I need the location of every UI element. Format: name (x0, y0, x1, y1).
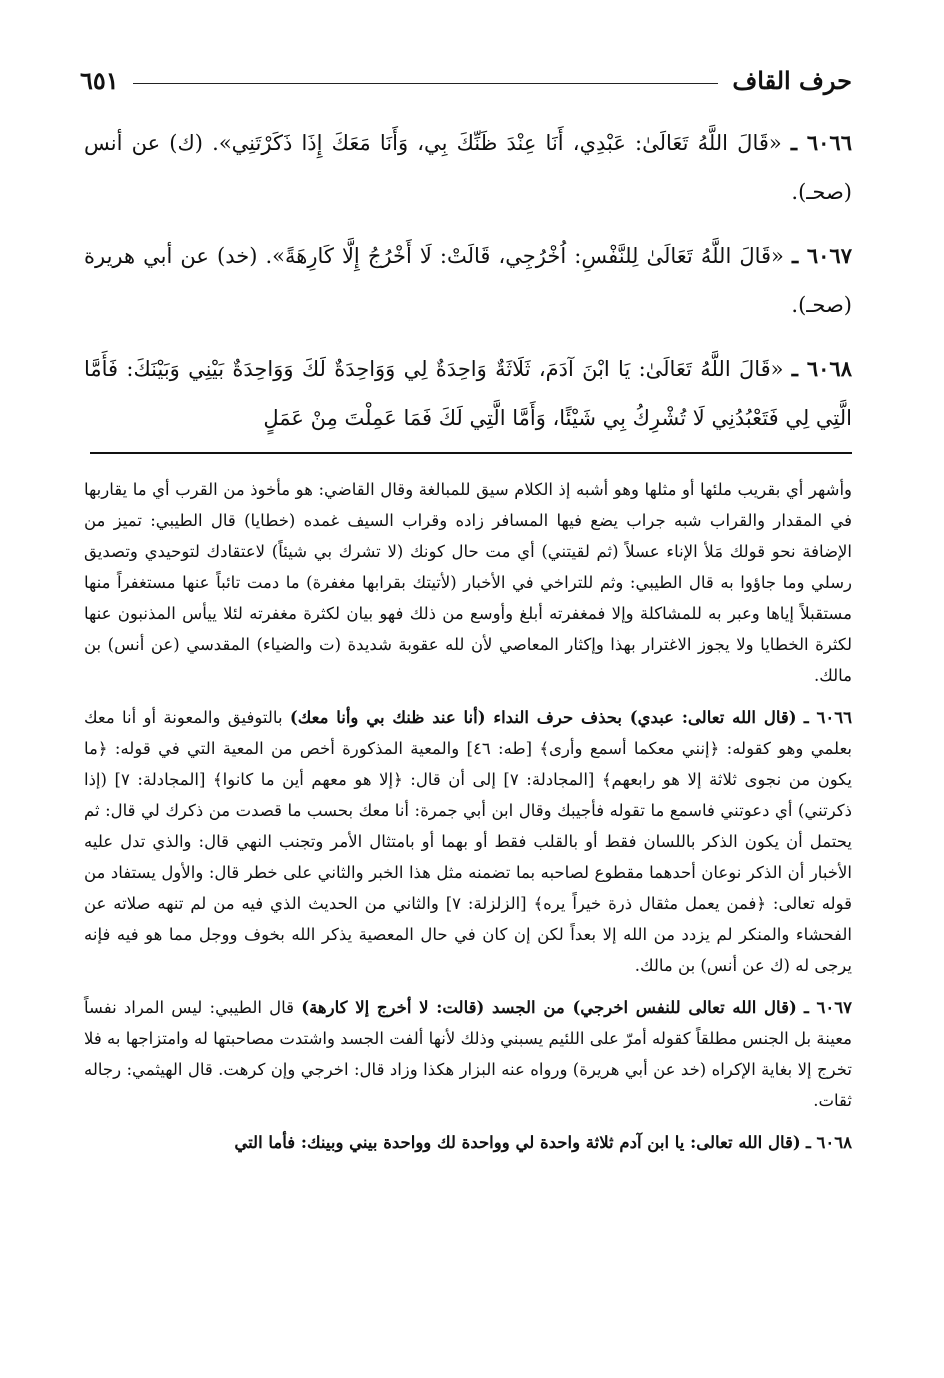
commentary-number: ٦٠٦٧ ـ (804, 998, 852, 1017)
hadith-6066 (84, 118, 852, 217)
running-header (80, 62, 852, 98)
hadith-number: ٦٠٦٦ ـ (790, 130, 852, 155)
commentary-number: ٦٠٦٨ ـ (805, 1133, 852, 1152)
hadith-6068 (84, 344, 852, 443)
commentary-intro: وأشهر أي بقريب ملئها أو مثلها وهو أشبه إذ الكلام سيق للمبالغة وقال القاضي: هو مأخوذ من القرب أي ما يقاربها في المقدار والقراب شبه جراب يضع فيها المسافر زاده وقراب السيف غمده (خطايا) قال الطيبي: تميز من الإضافة نحو قولك مَلأ الإناء عسلاً (ثم لقيتني) أي مت حال كونك (لا تشرك بي شيئاً) لاعتقادك لتوحيدي وتصديق رسلي وما جاؤوا به قال الطيبي: وثم للتراخي في الأخبار (لأتيتك بقرابها مغفرة) ما دمت تائباً عنها مستغفراً منها مستقبلاً إياها وعبر به للمشاكلة وإلا فمغفرته أبلغ وأوسع من ذلك فهو بيان لكثرة مغفرته لئلا ييأس المذنبون عنها لكثرة الخطايا ولا يجوز الاغترار بهذا وإكثار المعاصي لأن لله عقوبة شديدة (ت والضياء) المقدسي (عن أنس) بن مالك. (84, 480, 852, 685)
hadith-text: «قَالَ اللَّهُ تَعَالَىٰ لِلنَّفْسِ: اُخْرُجِي، قَالَتْ: لَا أَخْرُجُ إِلَّا كَارِهَةً». (خد) عن أبي هريرة (صحـ). (84, 244, 852, 317)
chapter-title: حرف القاف (732, 65, 852, 95)
commentary-number: ٦٠٦٦ ـ (803, 708, 852, 727)
page-number: ٦٥١ (80, 65, 119, 95)
commentary-lead: (قال الله تعالى: عبدي) بحذف حرف النداء (أنا عند ظنك بي وأنا معك) (289, 708, 797, 727)
hadith-text: «قَالَ اللَّهُ تَعَالَىٰ: يَا ابْنَ آدَمَ، ثَلَاثَةٌ وَاحِدَةٌ لِي وَوَاحِدَةٌ لَكَ وَوَاحِدَةٌ بَيْنِي وَبَيْنَكَ: فَأَمَّا الَّتِي لِي فَتَعْبُدُنِي لَا تُشْرِكُ بِي شَيْئًا، وَأَمَّا الَّتِي لَكَ فَمَا عَمِلْتَ مِنْ عَمَلٍ (84, 357, 852, 430)
header-rule (133, 83, 719, 84)
commentary-body: بالتوفيق والمعونة أو أنا معك بعلمي وهو كقوله: ﴿إنني معكما أسمع وأرى﴾ [طه: ٤٦] والمعية المذكورة أخص من المعية التي في قوله: ﴿ما يكون من نجوى ثلاثة إلا هو رابعهم﴾ [المجادلة: ٧] إلى أن قال: ﴿إلا هو معهم أين ما كانوا﴾ [المجادلة: ٧] (إذا ذكرتني) أي دعوتني فاسمع ما تقوله فأجيبك وقال ابن أبي جمرة: أنا معك بحسب ما قصدت من ذكرك لي قال: ثم يحتمل أن يكون الذكر باللسان فقط أو بالقلب فقط أو بهما أو بامتثال الأمر وتجنب النهي قال: والذي تدل عليه الأخبار أن الذكر نوعان أحدهما مقطوع لصاحبه بما تضمنه مثل هذا الخبر والثاني على خطر قال: والأول يستفاد من قوله تعالى: ﴿فمن يعمل مثقال ذرة خيراً يره﴾ [الزلزلة: ٧] والثاني من الحديث الذي فيه من لم تنهه صلاته عن الفحشاء والمنكر لم يزدد من الله إلا بعداً لكن إن كان في حال المعصية يذكر الله بخوف ووجل مما هو فيه فإنه يرجى له (ك عن أنس) بن مالك. (84, 708, 852, 975)
commentary-6067 (84, 992, 852, 1116)
commentary-body: قال الطيبي: ليس المراد نفساً معينة بل الجنس مطلقاً كقوله أمرّ على اللئيم يسبني وذلك لأنها ألفت الجسد واشتدت مصاحبتها له وامتزاجها به فلا تخرج إلا بغاية الإكراه (خد عن أبي هريرة) ورواه عنه البزار هكذا وزاد قال: اخرجي وإن كرهت. قال الهيثمي: رجاله ثقات. (84, 998, 852, 1110)
commentary-section (84, 474, 852, 1169)
commentary-6066 (84, 702, 852, 981)
commentary-lead: (قال الله تعالى للنفس اخرجي) من الجسد (قالت: لا أخرج إلا كارهة) (301, 998, 797, 1017)
hadith-number: ٦٠٦٧ ـ (792, 243, 852, 268)
hadith-section (84, 118, 852, 457)
hadith-text: «قَالَ اللَّهُ تَعَالَىٰ: عَبْدِي، أَنَا عِنْدَ ظَنِّكَ بِي، وَأَنَا مَعَكَ إِذَا ذَكَرْتَنِي». (ك) عن أنس (صحـ). (84, 131, 852, 204)
hadith-number: ٦٠٦٨ ـ (791, 356, 852, 381)
commentary-lead: (قال الله تعالى: يا ابن آدم ثلاثة واحدة لي وواحدة لك وواحدة بيني وبينك: فأما التي (234, 1133, 801, 1152)
section-divider (90, 452, 852, 454)
commentary-6068 (84, 1127, 852, 1158)
hadith-6067 (84, 231, 852, 330)
